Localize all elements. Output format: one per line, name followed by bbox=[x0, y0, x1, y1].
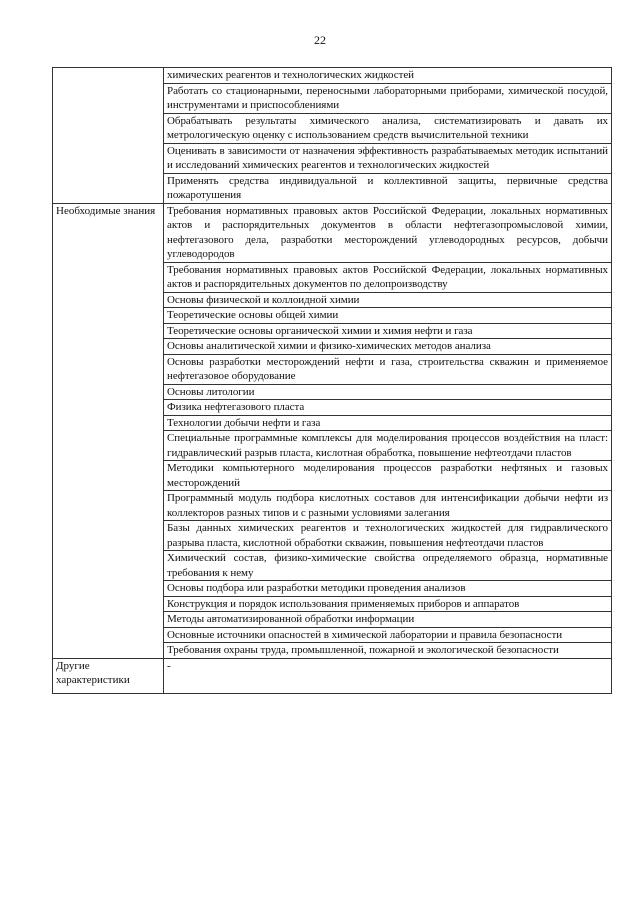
requirement-cell: Теоретические основы общей химии bbox=[164, 308, 612, 324]
table-row bbox=[53, 658, 612, 693]
requirement-cell: Теоретические основы органической химии и химия нефти и газа bbox=[164, 323, 612, 339]
requirements-table bbox=[52, 67, 612, 694]
requirement-cell: Специальные программные комплексы для моделирования процессов воздействия на пласт: гидравлический разрыв пласта, кислотная обработка, повышение нефтеотдачи пластов bbox=[164, 431, 612, 461]
requirement-cell: Требования нормативных правовых актов Российской Федерации, локальных нормативных актов и распорядительных документов в области нефтегазопромысловой химии, нефтегазового дела, разработки месторождений углеводородных ресурсов, добычи углеводородов bbox=[164, 203, 612, 262]
row-label-knowledge: Необходимые знания bbox=[53, 203, 164, 658]
requirement-cell: Основы подбора или разработки методики проведения анализов bbox=[164, 581, 612, 597]
requirement-cell: Основы аналитической химии и физико-химических методов анализа bbox=[164, 339, 612, 355]
requirement-cell: Оценивать в зависимости от назначения эффективность разрабатываемых методик испытаний и исследований химических реагентов и технологических жидкостей bbox=[164, 143, 612, 173]
requirement-cell: Обрабатывать результаты химического анализа, систематизировать и давать их метрологическую оценку с использованием средств вычислительной техники bbox=[164, 113, 612, 143]
requirement-cell: Химический состав, физико-химические свойства определяемого образца, нормативные требования к нему bbox=[164, 551, 612, 581]
requirement-cell: Конструкция и порядок использования применяемых приборов и аппаратов bbox=[164, 596, 612, 612]
requirement-cell: Требования охраны труда, промышленной, пожарной и экологической безопасности bbox=[164, 643, 612, 659]
requirement-cell: Методы автоматизированной обработки информации bbox=[164, 612, 612, 628]
table-row bbox=[53, 68, 612, 84]
requirement-cell: Физика нефтегазового пласта bbox=[164, 400, 612, 416]
page-number: 22 bbox=[314, 33, 326, 47]
other-value-cell: - bbox=[164, 658, 612, 693]
requirement-cell: Основы разработки месторождений нефти и газа, строительства скважин и применяемое нефтегазовое оборудование bbox=[164, 354, 612, 384]
requirement-cell: Основы физической и коллоидной химии bbox=[164, 292, 612, 308]
requirement-cell: Требования нормативных правовых актов Российской Федерации, локальных нормативных актов и распорядительных документов по делопроизводству bbox=[164, 262, 612, 292]
table-row bbox=[53, 203, 612, 262]
requirement-cell: химических реагентов и технологических жидкостей bbox=[164, 68, 612, 84]
requirement-cell: Основные источники опасностей в химической лаборатории и правила безопасности bbox=[164, 627, 612, 643]
requirement-cell: Методики компьютерного моделирования процессов разработки нефтяных и газовых месторождений bbox=[164, 461, 612, 491]
requirement-cell: Технологии добычи нефти и газа bbox=[164, 415, 612, 431]
row-label-other: Другие характеристики bbox=[53, 658, 164, 693]
requirements-table-body bbox=[53, 68, 612, 694]
requirement-cell: Применять средства индивидуальной и коллективной защиты, первичные средства пожаротушения bbox=[164, 173, 612, 203]
requirement-cell: Программный модуль подбора кислотных составов для интенсификации добычи нефти из коллекторов разных типов и с разными условиями залегания bbox=[164, 491, 612, 521]
row-label-empty bbox=[53, 68, 164, 204]
requirement-cell: Базы данных химических реагентов и технологических жидкостей для гидравлического разрыва пласта, кислотной обработки скважин, повышения нефтеотдачи пластов bbox=[164, 521, 612, 551]
requirement-cell: Основы литологии bbox=[164, 384, 612, 400]
requirement-cell: Работать со стационарными, переносными лабораторными приборами, химической посудой, инструментами и приспособлениями bbox=[164, 83, 612, 113]
